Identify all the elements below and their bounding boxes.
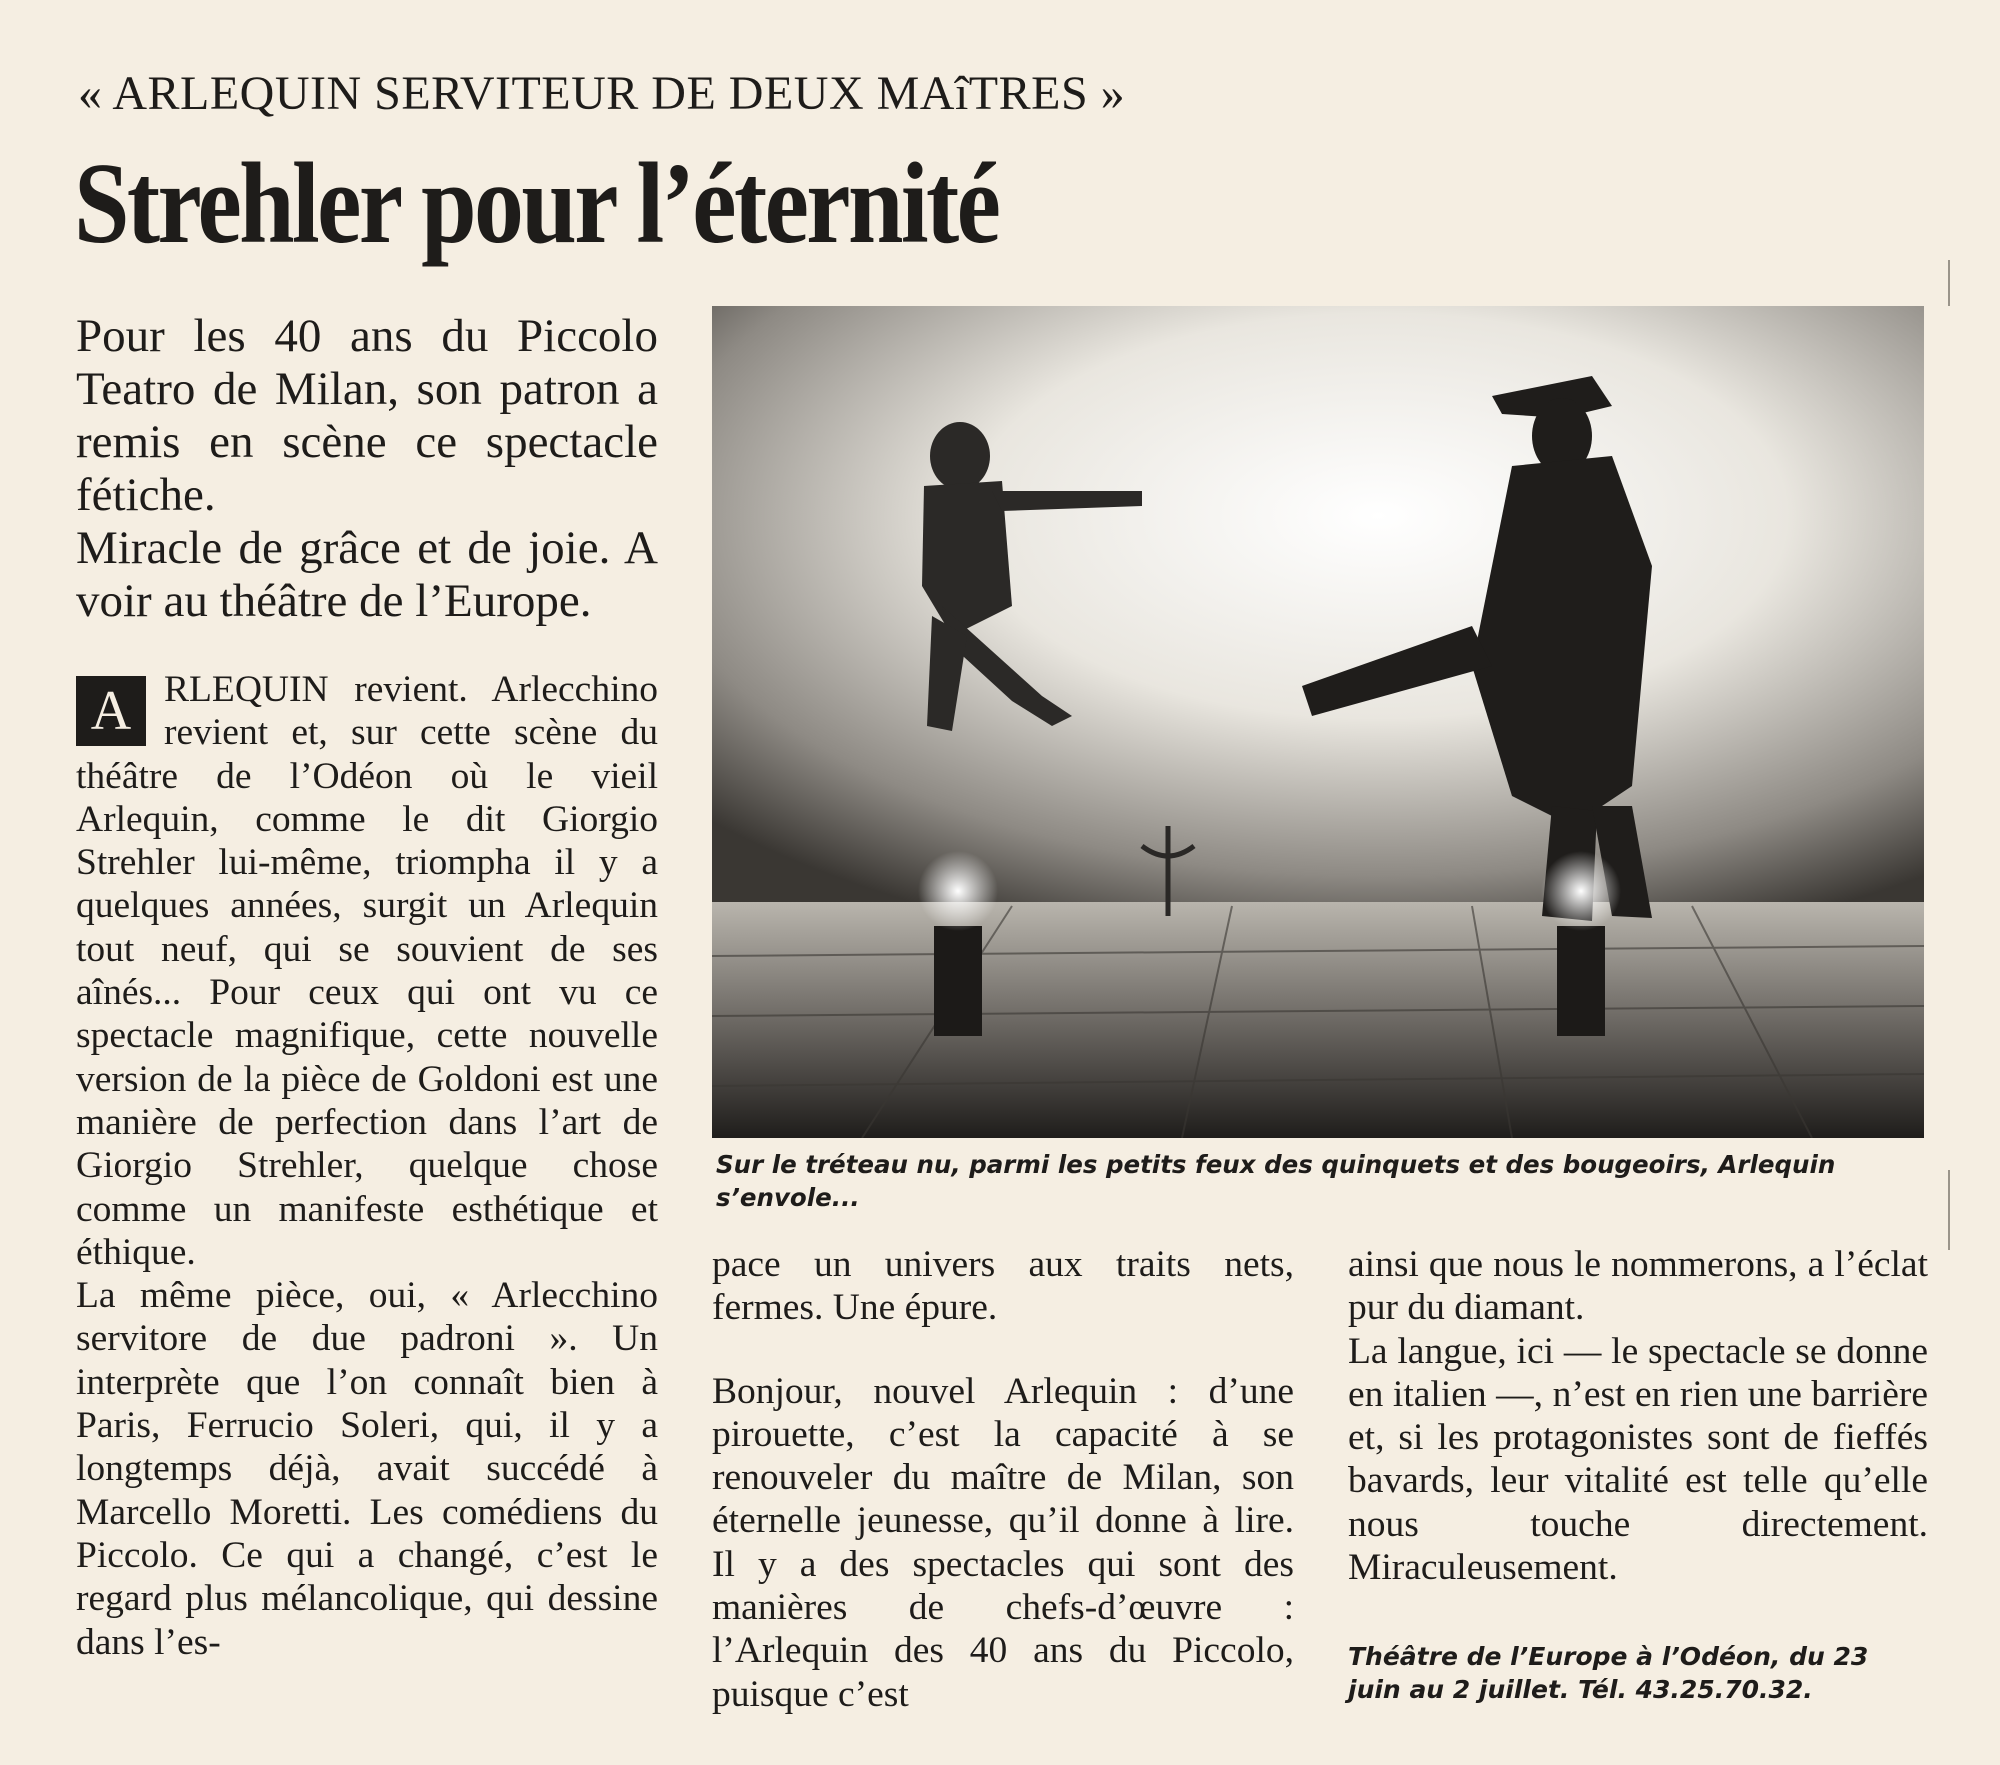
clipping-edge-line xyxy=(1948,1170,1950,1250)
column-3 xyxy=(1348,1243,1928,1589)
performance-info: Théâtre de l’Europe à l’Odéon, du 23 juin au 2 juillet. Tél. 43.25.70.32. xyxy=(1348,1642,1869,1704)
column-1-paragraph-2: La même pièce, oui, « Arlecchino servitore de due padroni ». Un interprète que l’on connaît bien à Paris, Ferrucio Soleri, qui, il y a longtemps déjà, avait succédé à Marcello Moretti. Les comédiens du Piccolo. Ce qui a changé, c’est le regard plus mélancolique, qui dessine dans l’es- xyxy=(76,1275,658,1663)
stage-photo-illustration xyxy=(712,306,1924,1138)
column-3-paragraph-2: La langue, ici — le spectacle se donne en italien —, n’est en rien une barrière et, si les protagonistes sont de fieffés bavards, leur vitalité est telle qu’elle nous touche directement. Miraculeusement. xyxy=(1348,1330,1928,1589)
standfirst xyxy=(76,310,658,628)
drop-cap: A xyxy=(76,676,146,746)
stage-photo xyxy=(712,306,1924,1138)
headline: Strehler pour l’éternité xyxy=(74,140,999,268)
column-1-paragraph-1: RLEQUIN revient. Arlecchino revient et, sur cette scène du théâtre de l’Odéon où le vieil Arlequin, comme le dit Giorgio Strehler lui-même, triompha il y a quelques années, surgit un Arlequin tout neuf, qui se souvient de ses aînés... Pour ceux qui ont vu ce spectacle magnifique, cette nouvelle version de la pièce de Goldoni est une manière de perfection dans l’art de Giorgio Strehler, quelque chose comme un manifeste esthétique et éthique. xyxy=(76,669,658,1273)
column-2 xyxy=(712,1243,1294,1716)
column-2-paragraph-2: Bonjour, nouvel Arlequin : d’une pirouette, c’est la capacité à se renouveler du maître de Milan, son éternelle jeunesse, qu’il donne à lire. Il y a des spectacles qui sont des manières de chefs-d’œuvre : l’Arlequin des 40 ans du Piccolo, puisque c’est xyxy=(712,1370,1294,1715)
column-2-paragraph-1: pace un univers aux traits nets, fermes. Une épure. xyxy=(712,1244,1294,1329)
photo-caption: Sur le tréteau nu, parmi les petits feux des quinquets et des bougeoirs, Arlequin s’envole... xyxy=(716,1150,1836,1212)
clipping-edge-line xyxy=(1948,260,1950,306)
standfirst-line-1: Pour les 40 ans du Piccolo Teatro de Milan, son patron a remis en scène ce spectacle fétiche. xyxy=(76,310,658,521)
standfirst-line-2: Miracle de grâce et de joie. A voir au théâtre de l’Europe. xyxy=(76,522,658,627)
column-3-paragraph-1: ainsi que nous le nommerons, a l’éclat pur du diamant. xyxy=(1348,1244,1928,1329)
kicker: « ARLEQUIN SERVITEUR DE DEUX MAîTRES » xyxy=(78,67,1126,120)
column-1 xyxy=(76,668,658,1664)
